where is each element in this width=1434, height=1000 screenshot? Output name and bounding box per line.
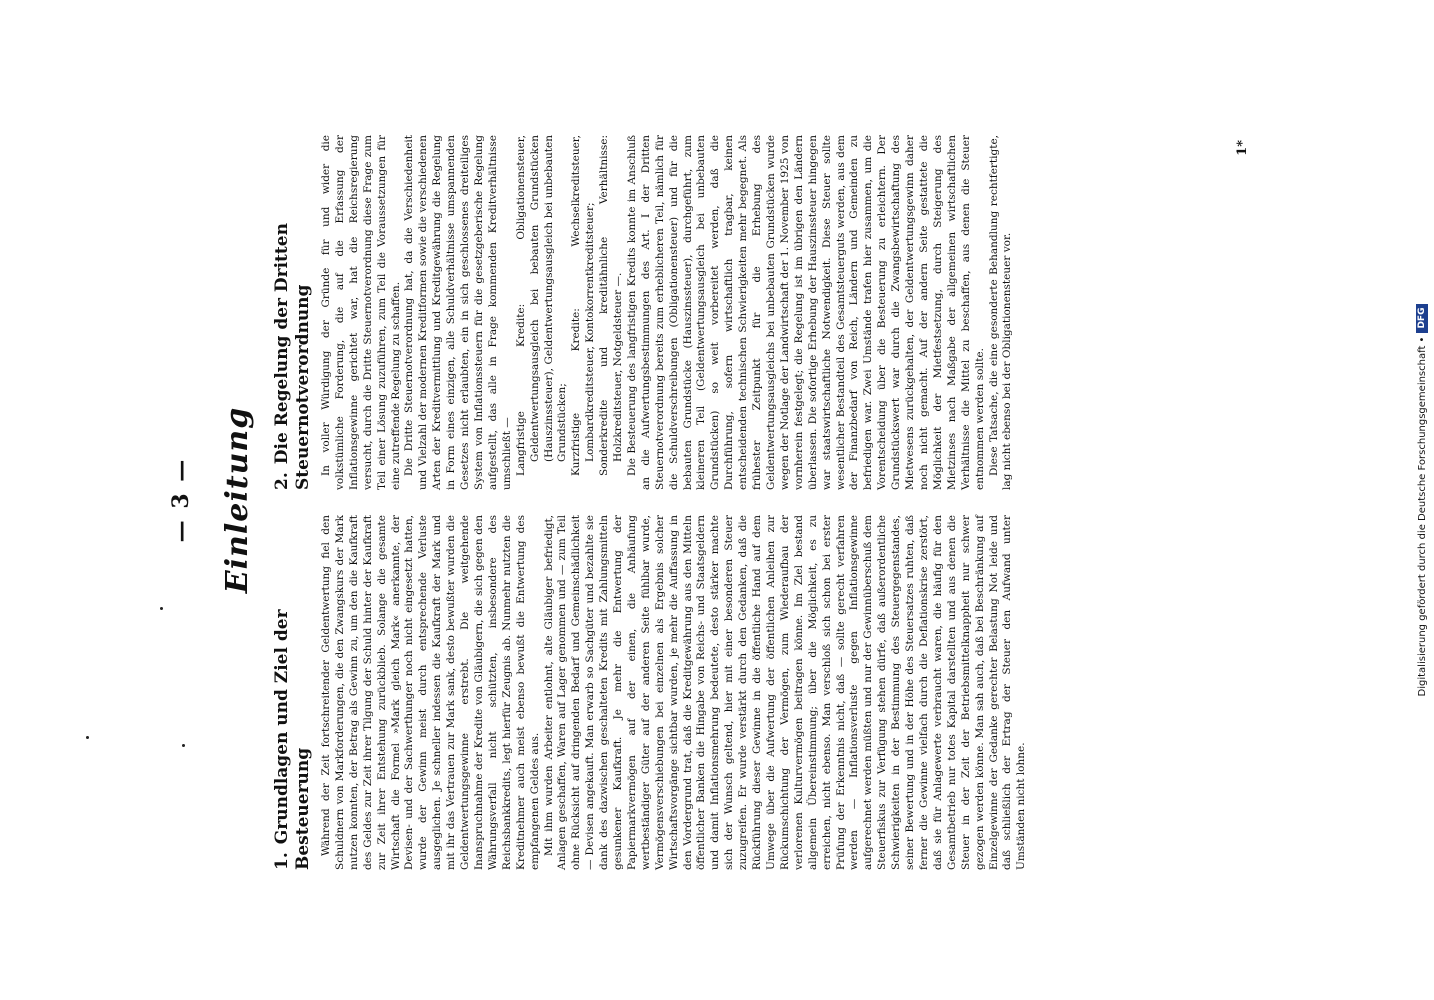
section-2-title: Die Regelung der Dritten Steuernotverordnung xyxy=(272,223,313,490)
left-column xyxy=(272,515,1029,870)
section-1-paragraph: Während der Zeit fortschreitender Geldentwertung fiel den Schuldnern von Markforderungen, die den Zwangskurs der Mark nutzen konnten, der Betrag als Gewinn zu, um den die Kaufkraft des Geldes zur Zeit ihrer Tilgung der Schuld hinter der Kaufkraft zur Zeit ihrer Entstehung zurückblieb. Solange die gesamte Wirtschaft die Formel »Mark gleich Mark« anerkannte, der Devisen- und der Sachwerthunger noch nicht eingesetzt hatten, wurde der Gewinn meist durch entsprechende Verluste ausgeglichen. Je schneller indessen die Kaufkraft der Mark und mit ihr das Vertrauen zur Mark sank, desto bewußter wurden die Geldentwertungsgewinne erstrebt. Die weitgehende Inanspruchnahme der Kredite von Gläubigern, die sich gegen den Währungsverfall nicht schützten, insbesondere des Reichsbankkredits, legt hierfür Zeugnis ab. Nunmehr nutzten die Kreditnehmer auch meist ebenso bewußt die Entwertung des empfangenen Geldes aus. xyxy=(320,515,541,870)
section-2-number: 2. xyxy=(272,472,292,490)
section-1-paragraph: Mit ihm wurden Arbeiter entlohnt, alte Gläubiger befriedigt, Anlagen geschaffen, Waren auf Lager genommen und — zum Teil ohne Rücksicht auf dringenden Bedarf und Gemeinschädlichkeit — Devisen angekauft. Man erwarb so Sachgüter und bezahlte sie dank des dazwischen geschalteten Kredits mit Zahlungsmitteln gesunkener Kaufkraft. Je mehr die Entwertung der Papiermarkvermögen auf der einen, die Anhäufung wertbeständiger Güter auf der anderen Seite fühlbar wurde, Vermögensverschiebungen bei einzelnen als Ergebnis solcher Wirtschaftsvorgänge sichtbar wurden, je mehr die Auffassung in den Vordergrund trat, daß die Kreditgewährung aus den Mitteln öffentlicher Banken die Hingabe von Reichs- und Staatsgeldern und damit Inflationsmehrung bedeutete, desto stärker machte sich der Wunsch geltend, hier mit einer besonderen Steuer zuzugreifen. Er wurde verstärkt durch den Gedanken, daß die Rückführung dieser Gewinne in die öffentliche Hand auf dem Umwege über die Aufwertung der öffentlichen Anleihen zur Rückumschichtung der Vermögen, zum Wiederaufbau der verlorenen Kulturvermögen beitragen könne. Im Ziel bestand allgemein Übereinstimmung; über die Möglichkeit, es zu erreichen, nicht ebenso. Man verschloß sich schon bei erster Prüfung der Erkenntnis nicht, daß — sollte gerecht verfahren werden — Inflationsverluste gegen Inflationsgewinne aufgerechnet werden müßten und nur der Gewinnüberschuß dem Steuerfiskus zur Verfügung stehen dürfe, daß außerordentliche Schwierigkeiten in der Bestimmung des Steuergegenstandes, seiner Bewertung und in der Höhe des Steuersatzes ruhten, daß ferner die Gewinne vielfach durch die Deflationskrise zerstört, daß sie für Anlagewerte verbraucht waren, die häufig für den Gesamtbetrieb nur totes Kapital darstellten und aus denen die Steuer in der Zeit der Betriebsmittelknappheit nur schwer gezogen werden könne. Man sah auch, daß bei Beschränkung auf Einzelgewinne der Gedanke gerechter Belastung Not leide und daß schließlich der Ertrag der Steuer den Aufwand unter Umständen nicht lohne. xyxy=(542,515,1028,870)
section-2-heading xyxy=(272,135,314,490)
section-2-paragraph: Die Dritte Steuernotverordnung hat, da die Verschiedenheit und Vielzahl der modernen Kreditformen sowie die verschiedenen Arten der Kreditvermittlung und Kreditgewährung die Regelung in Form eines einzigen, alle Schuldverhältnisse umspannenden Gesetzes nicht erlaubten, ein in sich geschlossenes dreiteiliges System von Inflationssteuern für die gesetzgeberische Regelung aufgestellt, das alle in Frage kommenden Kreditverhältnisse umschließt — xyxy=(403,135,513,490)
scan-speck xyxy=(160,607,163,610)
credit-type-item: Sonderkredite und kreditähnliche Verhältnisse: Holzkreditsteuer, Notgeldsteuer —. xyxy=(598,135,625,476)
section-1-number: 1. xyxy=(272,852,292,870)
document-page xyxy=(160,120,1290,880)
section-1-title: Grundlagen und Ziel der Besteuerung xyxy=(272,609,313,870)
scanned-page-area xyxy=(160,0,1290,1000)
right-column xyxy=(272,135,1015,490)
section-2-paragraph: In voller Würdigung der Gründe für und wider die volkstümliche Forderung, die auf die Erfassung der Inflationsgewinne gerichtet war, hat die Reichsregierung versucht, durch die Dritte Steuernotverordnung diese Frage zum Teil einer Lösung zuzuführen, zum Teil die Voraussetzungen für eine zutreffende Regelung zu schaffen. xyxy=(320,135,402,490)
signature-mark: 1* xyxy=(1235,140,1250,156)
stamp-text: Digitalisierung gefördert durch die Deutsche Forschungsgemeinschaft • xyxy=(1416,336,1428,697)
section-2-paragraph: Diese Tatsache, die eine gesonderte Behandlung rechtfertigte, lag nicht ebenso bei der Obligationensteuer vor. xyxy=(987,135,1014,490)
credit-type-item: Kurzfristige Kredite: Wechselkreditsteuer, Lombardkreditsteuer, Kontokorrentkreditsteuer; xyxy=(570,135,597,476)
chapter-title: Einleitung xyxy=(220,406,255,594)
scan-speck xyxy=(182,744,185,747)
section-2-paragraph: Die Besteuerung des langfristigen Kredits konnte im Anschluß an die Aufwertungsbestimmungen des Art. I der Dritten Steuernotverordnung bereits zum erheblicheren Teil, nämlich für die Schuldverschreibungen (Obligationensteuer) und für die bebauten Grundstücke (Hauszinssteuer), durchgeführt, zum kleineren Teil (Geldentwertungsausgleich bei unbebauten Grundstücken) so weit vorbereitet werden, daß die Durchführung, sofern wirtschaftlich tragbar, keinen entscheidenden technischen Schwierigkeiten mehr begegnet. Als frühester Zeitpunkt für die Erhebung des Geldentwertungsausgleichs bei unbebauten Grundstücken wurde wegen der Notlage der Landwirtschaft der 1. November 1925 von vornherein festgelegt; die Regelung ist im übrigen den Ländern überlassen. Die sofortige Erhebung der Hauszinssteuer hingegen war staatswirtschaftliche Notwendigkeit. Diese Steuer sollte wesentlicher Bestandteil des Gesamtsteuerguts werden, aus dem der Finanzbedarf von Reich, Ländern und Gemeinden zu befriedigen war. Zwei Umstände trafen hier zusammen, um die Vorentscheidung über die Besteuerung zu erleichtern. Der Grundstückswert war durch die Zwangsbewirtschaftung des Mietwesens zurückgehalten, der Geldentwertungsgewinn daher noch nicht gemacht. Auf der andern Seite gestattete die Möglichkeit der Mietfestsetzung, durch Steigerung des Mietzinses nach Maßgabe der allgemeinen wirtschaftlichen Verhältnisse die Mittel zu beschaffen, aus denen die Steuer entnommen werden sollte. xyxy=(625,135,986,490)
section-1-heading xyxy=(272,515,314,870)
dfg-logo: DFG xyxy=(1416,304,1428,333)
scan-speck xyxy=(86,736,89,739)
page-number: — 3 — xyxy=(168,457,194,543)
digitization-stamp xyxy=(1411,10,1433,990)
credit-type-item: Langfristige Kredite: Obligationensteuer, Geldentwertungsausgleich bei bebauten Grundstücken (Hauszinssteuer), Geldentwertungsausgleich bei unbebauten Grundstücken; xyxy=(514,135,569,476)
